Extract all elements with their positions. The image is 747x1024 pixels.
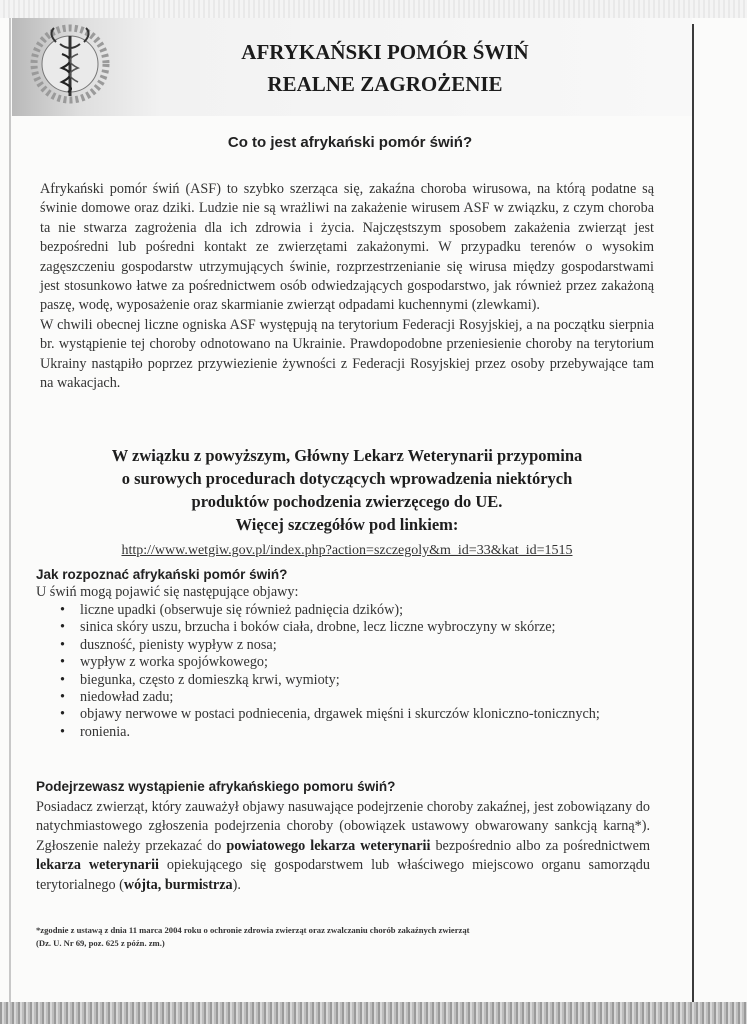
notice-line-1: W związku z powyższym, Główny Lekarz Weterynarii przypomina	[111, 446, 583, 465]
notice-line-2: o surowych procedurach dotyczących wprowadzenia niektórych	[121, 469, 573, 488]
title-line-1: AFRYKAŃSKI POMÓR ŚWIŃ	[241, 40, 529, 64]
list-item: • biegunka, często z domieszką krwi, wymioty;	[60, 672, 654, 689]
symptoms-heading: Jak rozpoznać afrykański pomór świń?	[36, 567, 288, 582]
list-item: • objawy nerwowe w postaci podniecenia, drgawek mięśni i skurczów kloniczno-tonicznych;	[60, 706, 654, 723]
list-item: • liczne upadki (obserwuje się również padnięcia dzików);	[60, 602, 654, 619]
footnote-line-2: (Dz. U. Nr 69, poz. 625 z późn. zm.)	[36, 937, 165, 948]
page-edge-right	[692, 24, 694, 1004]
title-line-2: REALNE ZAGROŻENIE	[267, 72, 503, 96]
reporting-bold-2: lekarza weterynarii	[36, 857, 159, 874]
scan-border-bottom	[0, 1002, 747, 1024]
details-link[interactable]: http://www.wetgiw.gov.pl/index.php?action=szczegoly&m_id=33&kat_id=1515	[121, 543, 573, 558]
footnote-line-1: *zgodnie z ustawą z dnia 11 marca 2004 roku o ochronie zdrowia zwierząt oraz zwalczaniu chorób zakaźnych zwierząt	[36, 925, 470, 935]
notice-line-3: produktów pochodzenia zwierzęcego do UE.	[191, 492, 503, 511]
reporting-text-4: ).	[232, 876, 241, 893]
intro-paragraph-1: Afrykański pomór świń (ASF) to szybko szerząca się, zakaźna choroba wirusowa, na którą podatne są świnie domowe oraz dziki. Ludzie nie są wrażliwi na zakażenie wirusem ASF w związku, z czym choroba ta nie stwarza zagrożenia dla ich zdrowia i życia. Najczęstszym sposobem zakażenia zwierząt jest bezpośredni lub pośredni kontakt ze zwierzętami zakażonymi. W przypadku terenów o wysokim zagęszczeniu gospodarstw utrzymujących świnie, rozprzestrzenianie się wirusa między gospodarstwami jest stosunkowo łatwe za pośrednictwem osób odwiedzających gospodarstwo, jak również przez zakażoną paszę, wodę, wyposażenie oraz skarmianie zwierząt odpadami kuchennymi (zlewkami).	[40, 181, 654, 314]
notice-block	[40, 444, 654, 562]
page-edge-left	[9, 18, 11, 1008]
section-question-heading: Co to jest afrykański pomór świń?	[227, 134, 473, 151]
list-item: • niedowład zadu;	[60, 689, 654, 706]
list-item: • sinica skóry uszu, brzucha i boków ciała, drobne, lecz liczne wybroczyny w skórze;	[60, 619, 654, 636]
list-item: • ronienia.	[60, 724, 654, 741]
list-item: • duszność, pienisty wypływ z nosa;	[60, 637, 654, 654]
caduceus-icon	[20, 22, 120, 106]
intro-paragraph-2: W chwili obecnej liczne ogniska ASF występują na terytorium Federacji Rosyjskiej, a na początku sierpnia br. wystąpienie tej choroby odnotowano na Ukrainie. Prawdopodobne przeniesienie choroby na terytorium Ukrainy nastąpiło poprzez przywiezienie żywności z Federacji Rosyjskiej przez osoby przebywające tam na wakacjach.	[40, 316, 654, 392]
reporting-paragraph	[36, 798, 650, 895]
suspicion-heading: Podejrzewasz wystąpienie afrykańskiego pomoru świń?	[36, 779, 396, 794]
footnote	[36, 924, 636, 949]
symptoms-list	[60, 602, 654, 741]
reporting-text-2: bezpośrednio albo za pośrednictwem	[430, 837, 650, 854]
reporting-text-3: opiekującego się gospodarstwem lub właściwego miejscowo organu samorządu terytorialnego (	[36, 857, 650, 893]
list-item: • wypływ z worka spojówkowego;	[60, 654, 654, 671]
page-title	[120, 36, 650, 100]
reporting-bold-1: powiatowego lekarza weterynarii	[226, 837, 431, 854]
notice-line-4: Więcej szczegółów pod linkiem:	[235, 515, 459, 534]
scan-border-top	[0, 0, 747, 18]
intro-text	[40, 180, 654, 393]
reporting-text-1: Posiadacz zwierząt, który zauważył objawy nasuwające podejrzenie choroby zakaźnej, jest zobowiązany do natychmiastowego zgłoszenia podejrzenia choroby (obowiązek ustawowy obwarowany sankcją karną*). Zgłoszenie należy przekazać do	[36, 799, 650, 854]
symptoms-lead: U świń mogą pojawić się następujące objawy:	[36, 584, 299, 600]
reporting-bold-3: wójta, burmistrza	[123, 876, 233, 893]
